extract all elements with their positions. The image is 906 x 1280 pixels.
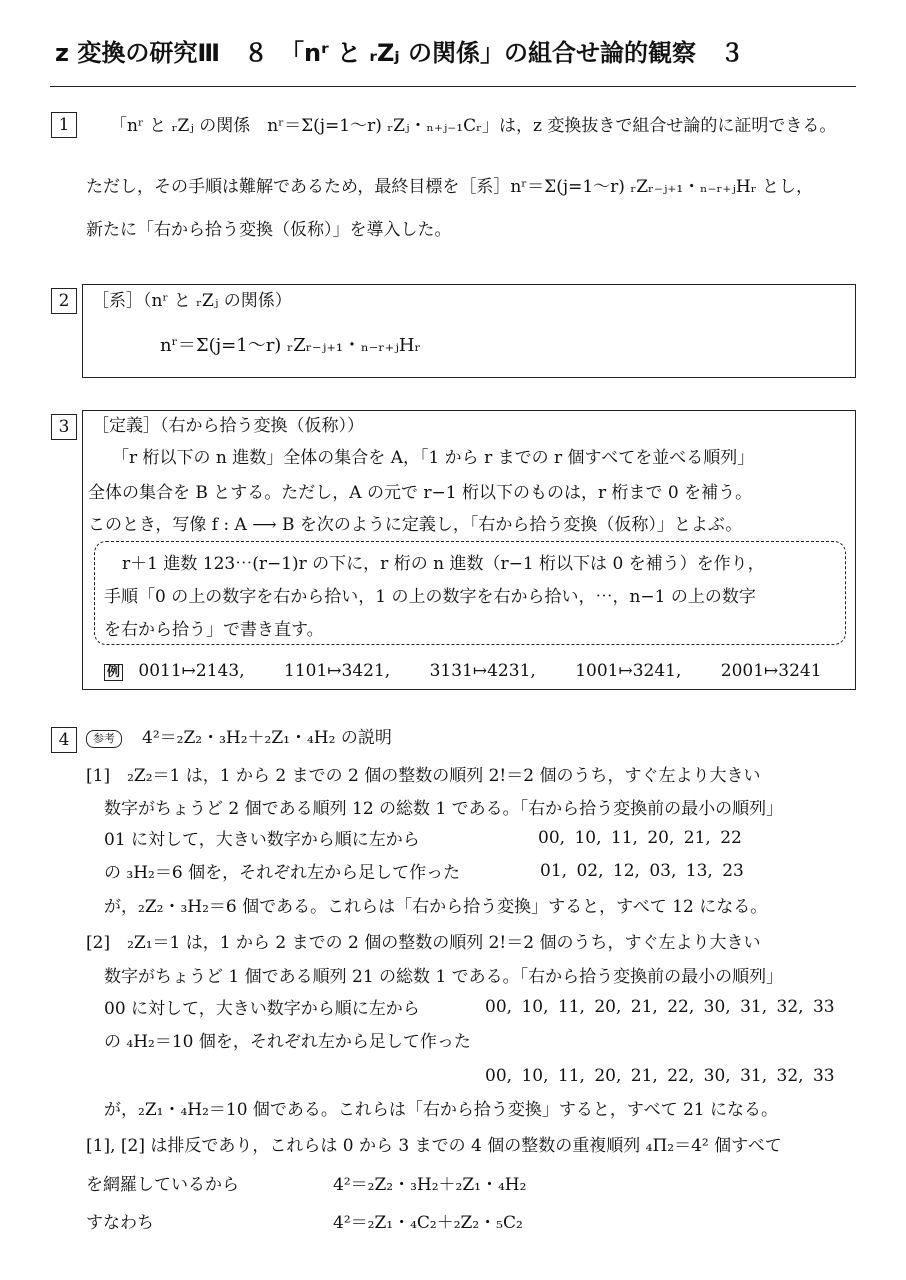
- conclusion-line-1: [1], [2] は排反であり，これらは 0 から 3 までの 4 個の整数の重複順列 ₄Π₂＝4² 個すべて: [86, 1136, 782, 1156]
- case-2-line-1: [2] ₂Z₁＝1 は，1 から 2 までの 2 個の整数の順列 2!＝2 個のうち，すぐ左より大きい: [86, 933, 761, 953]
- definition-line-3: このとき，写像 f : A ⟶ B を次のように定義し，「右から拾う変換（仮称）」とよぶ。: [88, 515, 743, 535]
- section-2-number: 2: [51, 288, 77, 314]
- definition-heading: ［定義］（右から拾う変換（仮称））: [92, 416, 364, 436]
- case-1-line-1: [1] ₂Z₂＝1 は，1 から 2 までの 2 個の整数の順列 2!＝2 個のうち，すぐ左より大きい: [86, 766, 761, 786]
- example-item: 1001↦3241,: [575, 661, 682, 681]
- section-1-line-1: 「nʳ と ᵣZⱼ の関係 nʳ＝Σ(j=1〜r) ᵣZⱼ・ₙ₊ⱼ₋₁Cᵣ」は，z 変換抜きで組合せ論的に証明できる。: [110, 116, 837, 136]
- example-tag: 例: [104, 664, 123, 681]
- section-1-number: 1: [51, 112, 77, 138]
- reference-tag: 参考: [86, 730, 122, 748]
- case-1-line-4: の ₃H₂＝6 個を，それぞれ左から足して作った: [104, 863, 461, 883]
- corollary-formula: nʳ＝Σ(j=1〜r) ᵣZᵣ₋ⱼ₊₁・ₙ₋ᵣ₊ⱼHᵣ: [160, 335, 421, 356]
- procedure-line-1: r＋1 進数 123⋯(r−1)r の下に，r 桁の n 進数（r−1 桁以下は 0 を補う）を作り，: [122, 554, 765, 574]
- case-2-results: 00, 10, 11, 20, 21, 22, 30, 31, 32, 33: [485, 1066, 835, 1086]
- example-item: 3131↦4231,: [429, 661, 536, 681]
- case-2-line-2: 数字がちょうど 1 個である順列 21 の総数 1 である。「右から拾う変換前の最小の順列」: [104, 967, 784, 987]
- example-item: 2001↦3241: [720, 661, 822, 681]
- page-title: z 変換の研究Ⅲ ８ 「nʳ と ᵣZⱼ の関係」の組合せ論的観察 ３: [55, 39, 744, 67]
- definition-line-1: 「r 桁以下の n 進数」全体の集合を A，「1 から r までの r 個すべてを並べる順列」: [112, 448, 755, 468]
- section-1-line-3: 新たに「右から拾う変換（仮称）」を導入した。: [86, 220, 452, 240]
- case-1-line-2: 数字がちょうど 2 個である順列 12 の総数 1 である。「右から拾う変換前の最小の順列」: [104, 799, 784, 819]
- corollary-heading: ［系］（nʳ と ᵣZⱼ の関係）: [92, 291, 292, 311]
- case-2-summands: 00, 10, 11, 20, 21, 22, 30, 31, 32, 33: [485, 997, 835, 1017]
- case-2-line-6: が，₂Z₁・₄H₂＝10 個である。これらは「右から拾う変換」すると，すべて 21 になる。: [104, 1100, 779, 1120]
- conclusion-formula-1: 4²＝₂Z₂・₃H₂＋₂Z₁・₄H₂: [333, 1175, 527, 1195]
- case-1-line-5: が，₂Z₂・₃H₂＝6 個である。これらは「右から拾う変換」すると，すべて 12 になる。: [104, 897, 768, 917]
- section-3-number: 3: [51, 414, 77, 440]
- case-2-line-3: 00 に対して，大きい数字から順に左から: [104, 999, 420, 1019]
- procedure-line-2: 手順「0 の上の数字を右から拾い，1 の上の数字を右から拾い，⋯，n−1 の上の数字: [104, 587, 756, 607]
- case-1-summands: 00, 10, 11, 20, 21, 22: [538, 828, 742, 848]
- example-item: 0011↦2143,: [138, 661, 245, 681]
- reference-heading: 4²＝₂Z₂・₃H₂＋₂Z₁・₄H₂ の説明: [142, 728, 392, 748]
- example-row: [104, 659, 822, 683]
- case-1-results: 01, 02, 12, 03, 13, 23: [540, 861, 744, 881]
- definition-line-2: 全体の集合を B とする。ただし，A の元で r−1 桁以下のものは，r 桁まで 0 を補う。: [88, 483, 753, 503]
- section-4-number: 4: [51, 727, 77, 753]
- conclusion-line-3-label: すなわち: [86, 1213, 154, 1233]
- conclusion-formula-2: 4²＝₂Z₁・₄C₂＋₂Z₂・₅C₂: [333, 1213, 523, 1233]
- conclusion-line-2-label: を網羅しているから: [86, 1175, 239, 1195]
- example-item: 1101↦3421,: [284, 661, 391, 681]
- case-2-line-4: の ₄H₂＝10 個を，それぞれ左から足して作った: [104, 1032, 471, 1052]
- section-1-line-2: ただし，その手順は難解であるため，最終目標を［系］nʳ＝Σ(j=1〜r) ᵣZᵣ₋ⱼ₊₁・ₙ₋ᵣ₊ⱼHᵣ とし，: [86, 177, 814, 197]
- case-1-line-3: 01 に対して，大きい数字から順に左から: [104, 830, 420, 850]
- procedure-line-3: を右から拾う」で書き直す。: [104, 620, 324, 640]
- title-underline: [50, 86, 856, 87]
